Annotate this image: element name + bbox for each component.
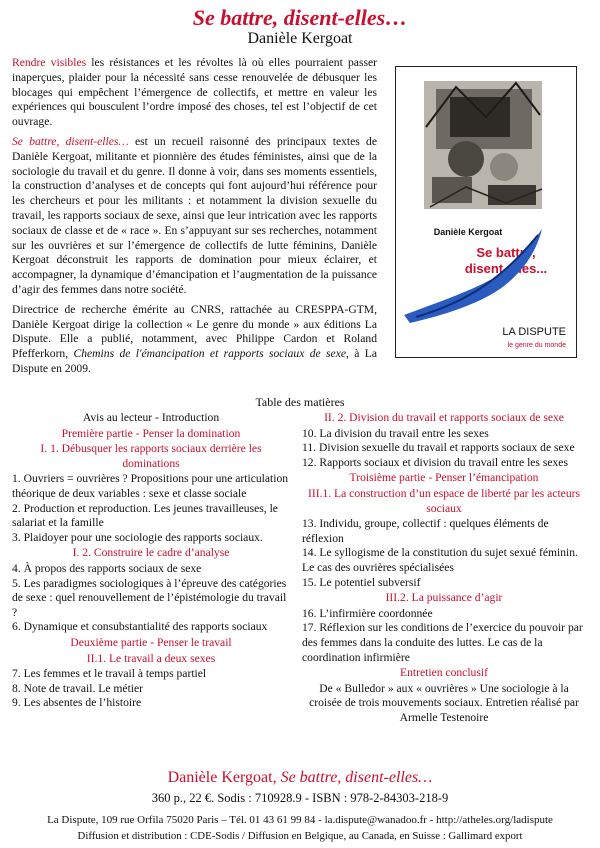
footer-citation [0,768,600,788]
footer-book-info: 360 p., 22 €. Sodis : 710928.9 - ISBN : 978-2-84303-218-9 [151,791,449,805]
footer-author: Danièle Kergoat, [167,769,281,786]
toc-chapter: 13. Individu, groupe, collectif : quelques éléments de réflexion [302,517,549,545]
footer-title: Se battre, disent-elles… [280,769,433,786]
cover-title-1: Se battre, [476,245,536,260]
footer-address: La Dispute, 109 rue Orfila 75020 Paris – Tél. 01 43 61 99 84 - la.dispute@wanadoo.fr - http://atheles.org/ladispute [47,814,553,826]
toc-chapter: 15. Le potentiel subversif [302,575,421,589]
intro-text [12,56,377,382]
toc-chapter: 5. Les paradigmes sociologiques à l’épreuve des catégories de sexe : quel renouvellement de l’épistémologie du travail ? [12,576,287,619]
toc-chapter: 4. À propos des rapports sociaux de sexe [12,561,202,575]
toc-chapter: 2. Production et reproduction. Les jeunes travailleuses, le salariat et la famille [12,501,278,530]
author-bio [12,303,377,377]
intro-paragraph-1 [12,56,377,130]
toc-chapter: 6. Dynamique et consubstantialité des rapports sociaux [12,620,268,634]
toc-section-heading: Première partie - Penser la domination [61,426,241,440]
bio-text: Directrice de recherche émérite au CNRS, rattachée au CRESPPA-GTM, Danièle Kergoat dirige la collection « Le genre du monde » aux éditions La Dispute. Elle a publié, notamment, avec Philippe Cardon et Roland Pfefferkorn, [12,302,377,361]
toc-right-column [302,410,586,726]
toc-chapter: 8. Note de travail. Le métier [12,681,144,695]
toc-section-heading: Entretien conclusif [400,666,488,680]
toc-left-column [12,410,290,711]
cover-collection: le genre du monde [507,342,566,349]
toc-section-heading: I. 1. Débusquer les rapports sociaux derrière les dominations [40,442,262,470]
intro-lead-1: Rendre visibles [12,56,87,69]
toc-section-heading: III.2. La puissance d’agir [385,591,503,605]
toc-chapter: 16. L’infirmière coordonnée [302,606,433,620]
cover-artwork [424,81,542,209]
intro-text-1: les résistances et les révoltes là où elles pourraient passer inaperçues, plaider pour la nécessité sans cesse renouvelée de débusquer les blocages qui empêchent l’émergence de collectifs, et mettre en valeur les expériences qui bousculent l’ordre imposé des choses, tel est l’objectif de cet ouvrage. [12,56,377,129]
intro-text-2: est un recueil raisonné des principaux textes de Danièle Kergoat, militante et pionnière des études féministes, ainsi que de la sociologie du travail et du genre. Il donne à voir, dans ses moments essentiels, la construction d’analyses et de concepts qui font aujourd’hui référence pour les chercheurs et pour les militants : et notamment la division sexuelle du travail, les rapports sociaux de sexe, ainsi que leur intrication avec les rapports sociaux de classe et de « race ». En s’appuyant sur ses recherches, notamment sur les ouvrières et sur l’émergence de collectifs de lutte féminins, Danièle Kergoat déconstruit les rapports de domination pour mieux éclairer, et accompagner, la dynamique d’émancipation et l’augmentation de la puissance d’agir des femmes dans notre société. [12,134,377,296]
toc-section-heading: III.1. La construction d’un espace de liberté par les acteurs sociaux [307,486,580,515]
footer-distribution: Diffusion et distribution : CDE-Sodis / Diffusion en Belgique, au Canada, en Suisse : Gallimard export [77,830,523,842]
toc-chapter: 3. Plaidoyer pour une sociologie des rapports sociaux. [12,530,263,544]
book-cover [395,66,577,358]
toc-heading: Table des matières [255,395,345,409]
toc-section-heading: De « Bulledor » aux « ouvrières » Une sociologie à la croisée de trois mouvements sociaux. Entretien réalisé par Armelle Testenoire [309,681,579,724]
toc-section-heading: II. 2. Division du travail et rapports sociaux de sexe [324,411,564,424]
bio-book-title: Chemins de l'émancipation et rapports sociaux de sexe [73,347,346,361]
toc-chapter: 12. Rapports sociaux et division du travail entre les sexes [302,455,568,469]
bio-text-end: , à La Dispute en 2009. [12,347,377,375]
book-title: Se battre, disent-elles… [192,5,408,30]
cover-title-2: disent-elles... [464,261,548,276]
toc-section-heading: II.1. Le travail a deux sexes [86,651,216,665]
toc-section-heading: I. 2. Construire le cadre d’analyse [72,546,230,560]
toc-chapter: 17. Réflexion sur les conditions de l’exercice du pouvoir par des femmes dans la conduite des luttes. Le cas de la coordination infirmière [302,621,583,664]
cover-publisher: LA DISPUTE [502,326,566,338]
toc-section-heading: Troisième partie - Penser l’émancipation [349,471,539,485]
toc-chapter: 1. Ouvriers = ouvrières ? Propositions pour une articulation théorique de deux variables : sexe et classe sociale [12,472,289,500]
toc-section-heading: Avis au lecteur - Introduction [82,411,220,424]
book-author: Danièle Kergoat [247,30,353,47]
intro-paragraph-2 [12,135,377,298]
intro-lead-2: Se battre, disent-elles… [12,134,129,148]
toc-section-heading: Deuxième partie - Penser le travail [70,635,232,649]
toc-chapter: 10. La division du travail entre les sexes [302,426,489,440]
toc-chapter: 7. Les femmes et le travail à temps partiel [12,667,207,681]
toc-chapter: 14. Le syllogisme de la constitution du sujet sexué féminin. Le cas des ouvrières spécialisées [302,546,578,574]
toc-chapter: 11. Division sexuelle du travail et rapports sociaux de sexe [302,441,575,455]
cover-author: Danièle Kergoat [433,227,503,237]
toc-chapter: 9. Les absentes de l’histoire [12,696,142,710]
